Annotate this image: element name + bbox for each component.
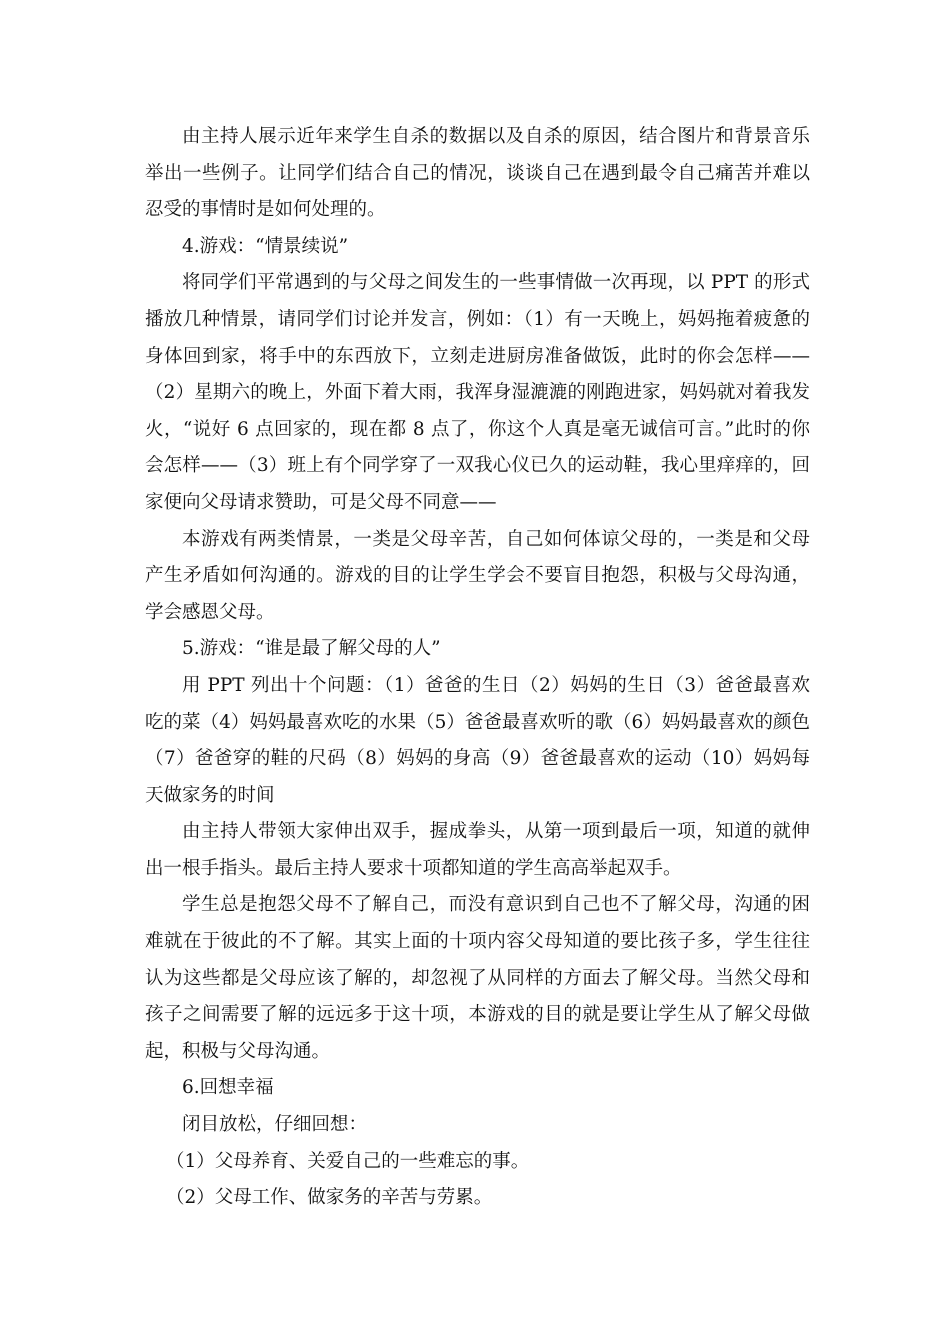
paragraph-fingers-instruction: 由主持人带领大家伸出双手，握成拳头，从第一项到最后一项，知道的就伸出一根手指头。最后主持人要求十项都知道的学生高高举起双手。 [145,821,810,879]
paragraph-intro-host: 由主持人展示近年来学生自杀的数据以及自杀的原因，结合图片和背景音乐举出一些例子。让同学们结合自己的情况，谈谈自己在遇到最令自己痛苦并难以忍受的事情时是如何处理的。 [145,126,810,221]
document-body [145,119,810,1217]
list-item-recall-2: （2）父母工作、做家务的辛苦与劳累。 [166,1187,493,1209]
section-heading-game-5: 5.游戏：“谁是最了解父母的人” [182,638,441,660]
paragraph-ten-questions: 用 PPT 列出十个问题：（1）爸爸的生日（2）妈妈的生日（3）爸爸最喜欢吃的菜（4）妈妈最喜欢吃的水果（5）爸爸最喜欢听的歌（6）妈妈最喜欢的颜色（7）爸爸穿的鞋的尺码（8）妈妈的身高（9）爸爸最喜欢的运动（10）妈妈每天做家务的时间 [145,674,810,806]
section-heading-game-4: 4.游戏：“情景续说” [182,235,349,257]
paragraph-close-eyes: 闭目放松，仔细回想： [182,1114,368,1136]
paragraph-scenario-description: 将同学们平常遇到的与父母之间发生的一些事情做一次再现，以 PPT 的形式播放几种情景，请同学们讨论并发言，例如：（1）有一天晚上，妈妈拖着疲惫的身体回到家，将手中的东西放下，立刻走进厨房准备做饭，此时的你会怎样——（2）星期六的晚上，外面下着大雨，我浑身湿漉漉的刚跑进家，妈妈就对着我发火，“说好 6 点回家的，现在都 8 点了，你这个人真是毫无诚信可言。”此时的你会怎样——（3）班上有个同学穿了一双我心仪已久的运动鞋，我心里痒痒的，回家便向父母请求赞助，可是父母不同意—— [145,272,810,513]
paragraph-game-5-purpose: 学生总是抱怨父母不了解自己，而没有意识到自己也不了解父母，沟通的困难就在于彼此的不了解。其实上面的十项内容父母知道的要比孩子多，学生往往认为这些都是父母应该了解的，却忽视了从同样的方面去了解父母。当然父母和孩子之间需要了解的远远多于这十项，本游戏的目的就是要让学生从了解父母做起，积极与父母沟通。 [145,894,810,1062]
list-item-recall-1: （1）父母养育、关爱自己的一些难忘的事。 [166,1150,530,1172]
paragraph-game-4-purpose: 本游戏有两类情景，一类是父母辛苦，自己如何体谅父母的，一类是和父母产生矛盾如何沟通的。游戏的目的让学生学会不要盲目抱怨，积极与父母沟通，学会感恩父母。 [145,528,810,623]
section-heading-recall-happiness: 6.回想幸福 [182,1077,274,1099]
